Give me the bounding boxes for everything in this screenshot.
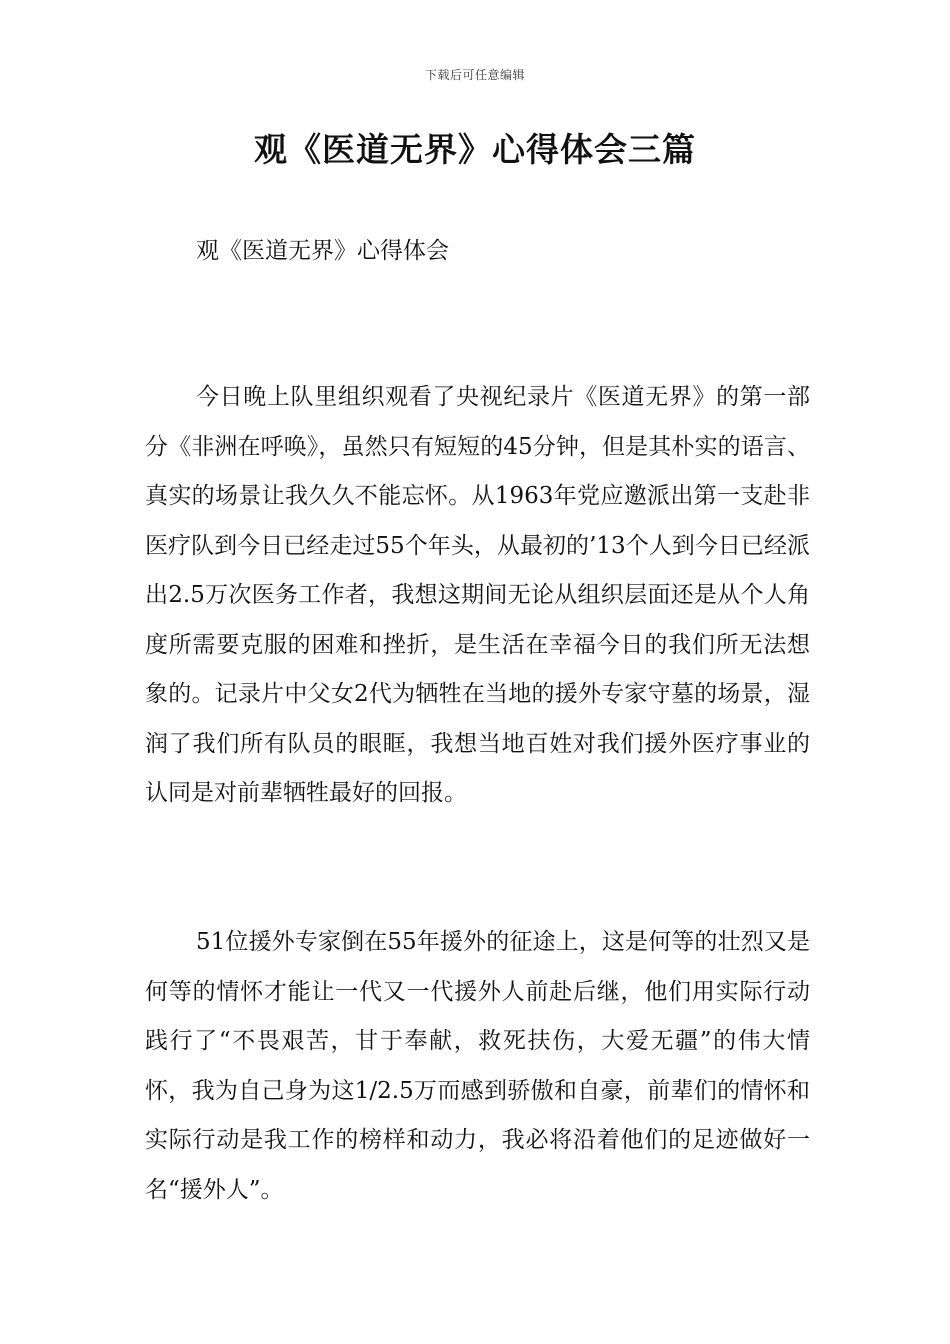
section-subtitle: 观《医道无界》心得体会 [196,238,449,264]
document-title: 观《医道无界》心得体会三篇 [254,130,696,169]
body-paragraph: 51位援外专家倒在55年援外的征途上，这是何等的壮烈又是何等的情怀才能让一代又一代援外人前赴后继，他们用实际行动践行了“不畏艰苦，甘于奉献，救死扶伤，大爱无疆”的伟大情怀，我为自己身为这1/2.5万而感到骄傲和自豪，前辈们的情怀和实际行动是我工作的榜样和动力，我必将沿着他们的足迹做好一名“援外人”。 [145,929,810,1203]
body-paragraph: 今日晚上队里组织观看了央视纪录片《医道无界》的第一部分《非洲在呼唤》，虽然只有短短的45分钟，但是其朴实的语言、真实的场景让我久久不能忘怀。从1963年党应邀派出第一支赴非医疗队到今日已经走过55个年头，从最初的’13个人到今日已经派出2.5万次医务工作者，我想这期间无论从组织层面还是从个人角度所需要克服的困难和挫折，是生活在幸福今日的我们所无法想象的。记录片中父女2代为牺牲在当地的援外专家守墓的场景，湿润了我们所有队员的眼眶，我想当地百姓对我们援外医疗事业的认同是对前辈牺牲最好的回报。 [145,384,810,806]
header-note: 下载后可任意编辑 [424,68,525,82]
